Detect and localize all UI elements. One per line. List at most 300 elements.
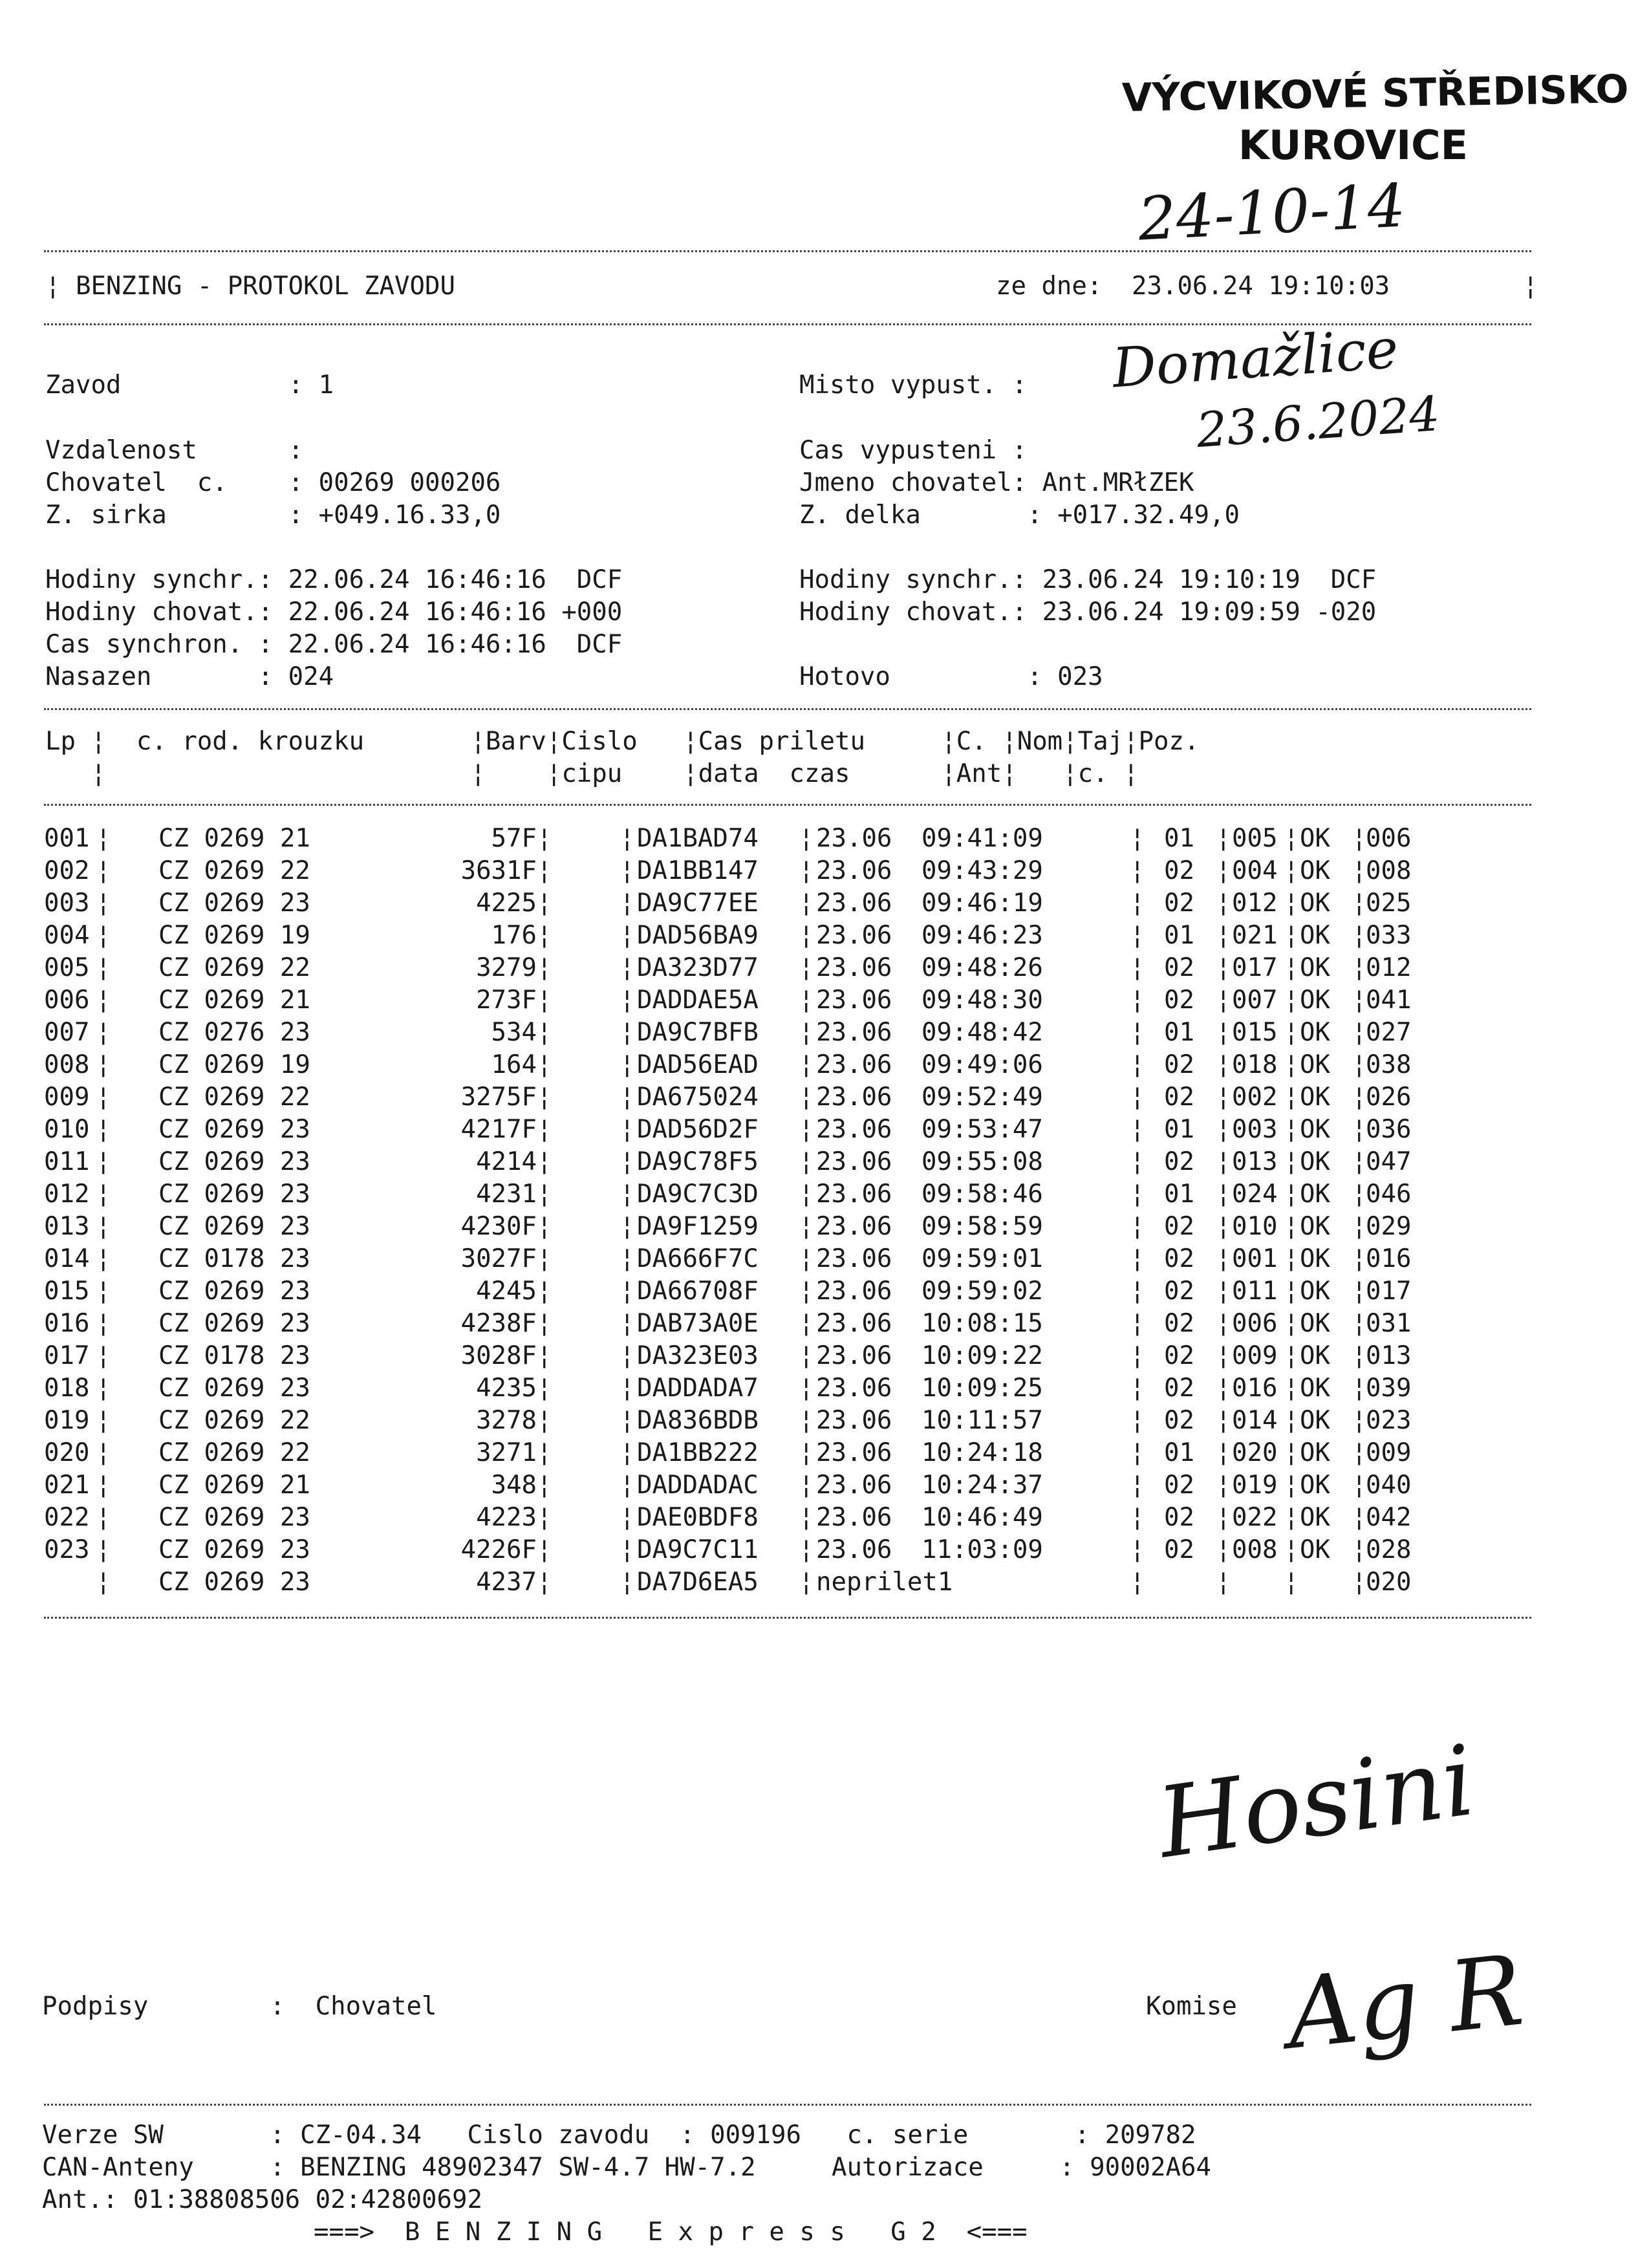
cell-lp: 005 — [44, 953, 90, 982]
cell-nom: 015 — [1232, 1018, 1278, 1047]
column-separator: ¦ — [1352, 986, 1367, 1015]
cell-nom: 016 — [1232, 1374, 1278, 1403]
column-separator: ¦ — [1352, 856, 1367, 885]
column-separator: ¦ — [799, 1244, 814, 1273]
column-separator: ¦ — [96, 986, 111, 1015]
footer-line-1: Verze SW : CZ-04.34 Cislo zavodu : 009196 c. serie : 209782 — [42, 2121, 1196, 2150]
column-separator: ¦ — [96, 1471, 111, 1500]
cell-nom: 002 — [1232, 1083, 1278, 1112]
cell-num: 176 — [491, 921, 537, 950]
column-separator: ¦ — [620, 889, 635, 918]
column-separator: ¦ — [620, 1050, 635, 1079]
cell-lp: 013 — [44, 1212, 90, 1241]
cell-ring: CZ 0269 23 — [158, 1374, 310, 1403]
column-separator: ¦ — [1352, 824, 1367, 853]
cell-num: 4245 — [476, 1277, 537, 1306]
cell-ant: 02 — [1164, 1406, 1194, 1435]
column-separator: ¦ — [1284, 1083, 1299, 1112]
cell-ring: CZ 0269 21 — [158, 1471, 310, 1500]
column-separator: ¦ — [96, 889, 111, 918]
column-separator: ¦ — [1284, 824, 1299, 853]
column-separator: ¦ — [799, 1438, 814, 1467]
cell-poz: 047 — [1366, 1147, 1412, 1176]
z-delka-field: Z. delka : +017.32.49,0 — [799, 501, 1240, 530]
komise-label: Komise — [1146, 1992, 1237, 2021]
cell-date: 23.06 — [816, 1277, 892, 1306]
table-row — [0, 855, 1649, 887]
cell-time: 09:52:49 — [921, 1083, 1043, 1112]
cell-taj: OK — [1300, 1212, 1330, 1241]
cell-taj: OK — [1300, 1341, 1330, 1370]
cell-date: 23.06 — [816, 889, 892, 918]
cell-date: 23.06 — [816, 921, 892, 950]
z-sirka-field: Z. sirka : +049.16.33,0 — [45, 501, 501, 530]
column-separator: ¦ — [1216, 1535, 1231, 1564]
chovatel-number-field: Chovatel c. : 00269 000206 — [45, 468, 501, 497]
column-separator: ¦ — [799, 1341, 814, 1370]
column-separator: ¦ — [537, 1309, 552, 1338]
cell-nom: 006 — [1232, 1309, 1278, 1338]
cell-lp: 012 — [44, 1180, 90, 1209]
cell-num: 3275F — [460, 1083, 537, 1112]
clock-right-1: Hodiny synchr.: 23.06.24 19:10:19 DCF — [799, 565, 1377, 594]
column-separator: ¦ — [1216, 986, 1231, 1015]
cell-ant: 02 — [1164, 1374, 1194, 1403]
table-row — [0, 823, 1649, 855]
cell-nom: 005 — [1232, 824, 1278, 853]
cell-nom: 003 — [1232, 1115, 1278, 1144]
column-separator: ¦ — [537, 1115, 552, 1144]
cell-chip: DADDAE5A — [637, 986, 759, 1015]
cell-chip: DA9C77EE — [637, 889, 759, 918]
cell-time: 09:58:59 — [921, 1212, 1043, 1241]
column-separator: ¦ — [620, 1438, 635, 1467]
column-separator: ¦ — [1130, 1115, 1145, 1144]
cell-lp: 007 — [44, 1018, 90, 1047]
cell-time: 09:46:23 — [921, 921, 1043, 950]
column-separator: ¦ — [1352, 921, 1367, 950]
column-separator: ¦ — [1284, 1277, 1299, 1306]
cell-time: 10:08:15 — [921, 1309, 1043, 1338]
table-row — [0, 920, 1649, 952]
cell-taj: OK — [1300, 1244, 1330, 1273]
cell-poz: 028 — [1366, 1535, 1412, 1564]
cell-date: 23.06 — [816, 1503, 892, 1532]
cell-ant: 02 — [1164, 1471, 1194, 1500]
column-separator: ¦ — [620, 953, 635, 982]
cell-chip: DADDADAC — [637, 1471, 759, 1500]
column-separator: ¦ — [537, 1180, 552, 1209]
column-separator: ¦ — [1284, 1115, 1299, 1144]
cell-ant: 02 — [1164, 889, 1194, 918]
cell-ant: 01 — [1164, 1018, 1194, 1047]
cell-poz: 025 — [1366, 889, 1412, 918]
column-separator: ¦ — [96, 1147, 111, 1176]
column-separator: ¦ — [799, 953, 814, 982]
handwritten-date: 23.6.2024 — [1194, 385, 1442, 459]
cell-chip: DA9F1259 — [637, 1212, 759, 1241]
cell-lp: 016 — [44, 1309, 90, 1338]
column-separator: ¦ — [1216, 921, 1231, 950]
cell-num: 348 — [491, 1471, 537, 1500]
column-separator: ¦ — [620, 1212, 635, 1241]
column-separator: ¦ — [1216, 1018, 1231, 1047]
table-row — [0, 1049, 1649, 1081]
table-header-1: Lp ¦ c. rod. krouzku ¦Barv¦Cislo ¦Cas priletu ¦C. ¦Nom¦Taj¦Poz. — [45, 727, 1200, 756]
table-row — [0, 1437, 1649, 1469]
cell-ring: CZ 0269 23 — [158, 1115, 310, 1144]
column-separator: ¦ — [620, 1115, 635, 1144]
cell-date: 23.06 — [816, 1050, 892, 1079]
cell-taj: OK — [1300, 824, 1330, 853]
column-separator: ¦ — [96, 1180, 111, 1209]
protocol-date-value: 23.06.24 19:10:03 — [1132, 272, 1390, 301]
column-separator: ¦ — [1216, 1115, 1231, 1144]
cell-num: 3279 — [476, 953, 537, 982]
cell-lp: 023 — [44, 1535, 90, 1564]
cell-num: 273F — [476, 986, 537, 1015]
column-separator: ¦ — [799, 856, 814, 885]
cell-nom: 014 — [1232, 1406, 1278, 1435]
column-separator: ¦ — [620, 1568, 635, 1597]
footer-line-2: CAN-Anteny : BENZING 48902347 SW-4.7 HW-7.2 Autorizace : 90002A64 — [42, 2153, 1211, 2182]
column-separator: ¦ — [537, 1212, 552, 1241]
column-separator: ¦ — [1216, 1568, 1231, 1597]
protocol-date-label: ze dne: — [996, 272, 1103, 301]
column-separator: ¦ — [537, 1406, 552, 1435]
cell-taj: OK — [1300, 1471, 1330, 1500]
cell-chip: DA9C7BFB — [637, 1018, 759, 1047]
cell-nom: 019 — [1232, 1471, 1278, 1500]
column-separator: ¦ — [799, 1374, 814, 1403]
cell-ring: CZ 0269 23 — [158, 1180, 310, 1209]
cell-taj: OK — [1300, 953, 1330, 982]
cell-time: 09:58:46 — [921, 1180, 1043, 1209]
cell-ring: CZ 0178 23 — [158, 1341, 310, 1370]
column-separator: ¦ — [96, 1568, 111, 1597]
column-separator: ¦ — [1130, 1050, 1145, 1079]
column-separator: ¦ — [1284, 953, 1299, 982]
jmeno-chovatel-field: Jmeno chovatel: Ant.MRłZEK — [799, 468, 1194, 497]
table-row — [0, 1405, 1649, 1437]
column-separator: ¦ — [1352, 1050, 1367, 1079]
cell-taj: OK — [1300, 1406, 1330, 1435]
cell-poz: 013 — [1366, 1341, 1412, 1370]
header-end-bar: ¦ — [1523, 272, 1538, 301]
column-separator: ¦ — [1130, 1535, 1145, 1564]
cell-time: 09:41:09 — [921, 824, 1043, 853]
column-separator: ¦ — [96, 1212, 111, 1241]
column-separator: ¦ — [1284, 889, 1299, 918]
column-separator: ¦ — [1130, 1406, 1145, 1435]
column-separator: ¦ — [799, 1277, 814, 1306]
column-separator: ¦ — [1216, 1503, 1231, 1532]
cell-nom: 001 — [1232, 1244, 1278, 1273]
column-separator: ¦ — [96, 1406, 111, 1435]
column-separator: ¦ — [1216, 1374, 1231, 1403]
column-separator: ¦ — [620, 986, 635, 1015]
table-row — [0, 887, 1649, 920]
column-separator: ¦ — [1216, 889, 1231, 918]
stamp-line2: KUROVICE — [1238, 122, 1468, 169]
column-separator: ¦ — [96, 856, 111, 885]
cell-time: 09:59:02 — [921, 1277, 1043, 1306]
cell-poz: 042 — [1366, 1503, 1412, 1532]
cell-chip: DA7D6EA5 — [637, 1568, 759, 1597]
column-separator: ¦ — [537, 1535, 552, 1564]
table-row — [0, 1534, 1649, 1566]
column-separator: ¦ — [1216, 1180, 1231, 1209]
cell-ant: 02 — [1164, 986, 1194, 1015]
column-separator: ¦ — [620, 1277, 635, 1306]
result-table — [0, 823, 1649, 1612]
cell-ring: CZ 0269 22 — [158, 856, 310, 885]
table-header-2: ¦ ¦ ¦cipu ¦data czas ¦Ant¦ ¦c. ¦ — [45, 759, 1139, 788]
cell-ring: CZ 0276 23 — [158, 1018, 310, 1047]
cell-lp: 010 — [44, 1115, 90, 1144]
cell-lp: 011 — [44, 1147, 90, 1176]
handwritten-place: Domažlice — [1110, 316, 1401, 400]
column-separator: ¦ — [1130, 889, 1145, 918]
cell-time: 09:59:01 — [921, 1244, 1043, 1273]
column-separator: ¦ — [620, 921, 635, 950]
cell-time: 10:09:25 — [921, 1374, 1043, 1403]
cell-date: neprilet1 — [816, 1568, 953, 1597]
cell-time: 10:11:57 — [921, 1406, 1043, 1435]
column-separator: ¦ — [1284, 1471, 1299, 1500]
cell-taj: OK — [1300, 1374, 1330, 1403]
cell-ant: 02 — [1164, 856, 1194, 885]
column-separator: ¦ — [1130, 824, 1145, 853]
podpisy-line: Podpisy : Chovatel — [42, 1992, 437, 2021]
cell-time: 10:09:22 — [921, 1341, 1043, 1370]
cell-poz: 020 — [1366, 1568, 1412, 1597]
cell-ant: 01 — [1164, 1180, 1194, 1209]
cell-date: 23.06 — [816, 1147, 892, 1176]
column-separator: ¦ — [1130, 1568, 1145, 1597]
cell-taj: OK — [1300, 986, 1330, 1015]
column-separator: ¦ — [537, 1147, 552, 1176]
column-separator: ¦ — [1352, 953, 1367, 982]
column-separator: ¦ — [799, 986, 814, 1015]
column-separator: ¦ — [1284, 856, 1299, 885]
column-separator: ¦ — [1284, 1018, 1299, 1047]
table-row — [0, 1178, 1649, 1211]
column-separator: ¦ — [620, 1471, 635, 1500]
cell-date: 23.06 — [816, 1309, 892, 1338]
column-separator: ¦ — [96, 1018, 111, 1047]
cell-taj: OK — [1300, 1050, 1330, 1079]
cell-time: 09:53:47 — [921, 1115, 1043, 1144]
column-separator: ¦ — [1352, 1535, 1367, 1564]
cell-poz: 041 — [1366, 986, 1412, 1015]
cell-date: 23.06 — [816, 856, 892, 885]
column-separator: ¦ — [1130, 1341, 1145, 1370]
divider — [44, 708, 1531, 710]
stamp-line1: VÝCVIKOVÉ STŘEDISKO — [1121, 67, 1630, 121]
column-separator: ¦ — [799, 1115, 814, 1144]
cell-poz: 038 — [1366, 1050, 1412, 1079]
column-separator: ¦ — [799, 1406, 814, 1435]
handwritten-signature: Hosini — [1151, 1724, 1482, 1881]
column-separator: ¦ — [1284, 1180, 1299, 1209]
cell-nom: 008 — [1232, 1535, 1278, 1564]
cell-date: 23.06 — [816, 1406, 892, 1435]
table-row — [0, 1211, 1649, 1243]
cell-ant: 01 — [1164, 824, 1194, 853]
column-separator: ¦ — [1352, 1341, 1367, 1370]
column-separator: ¦ — [620, 1083, 635, 1112]
cell-lp: 003 — [44, 889, 90, 918]
column-separator: ¦ — [799, 1212, 814, 1241]
cell-ring: CZ 0269 23 — [158, 1568, 310, 1597]
column-separator: ¦ — [1284, 921, 1299, 950]
column-separator: ¦ — [1216, 1406, 1231, 1435]
cell-poz: 008 — [1366, 856, 1412, 885]
cell-chip: DAB73A0E — [637, 1309, 759, 1338]
cell-chip: DA1BAD74 — [637, 824, 759, 853]
column-separator: ¦ — [1130, 1180, 1145, 1209]
column-separator: ¦ — [537, 1471, 552, 1500]
cell-date: 23.06 — [816, 1471, 892, 1500]
column-separator: ¦ — [799, 921, 814, 950]
cell-ring: CZ 0269 21 — [158, 986, 310, 1015]
column-separator: ¦ — [537, 1050, 552, 1079]
cell-lp: 020 — [44, 1438, 90, 1467]
cell-ring: CZ 0269 23 — [158, 1309, 310, 1338]
column-separator: ¦ — [96, 1503, 111, 1532]
cell-lp: 015 — [44, 1277, 90, 1306]
cell-ant: 02 — [1164, 1309, 1194, 1338]
cell-date: 23.06 — [816, 1244, 892, 1273]
cell-nom: 013 — [1232, 1147, 1278, 1176]
column-separator: ¦ — [1130, 1277, 1145, 1306]
table-row — [0, 1566, 1649, 1599]
cell-num: 4223 — [476, 1503, 537, 1532]
table-row — [0, 984, 1649, 1017]
cell-time: 11:03:09 — [921, 1535, 1043, 1564]
column-separator: ¦ — [799, 824, 814, 853]
cell-lp: 004 — [44, 921, 90, 950]
column-separator: ¦ — [1130, 1018, 1145, 1047]
clock-left-2: Hodiny chovat.: 22.06.24 16:46:16 +000 — [45, 598, 623, 627]
column-separator: ¦ — [1130, 986, 1145, 1015]
column-separator: ¦ — [96, 1341, 111, 1370]
column-separator: ¦ — [537, 1341, 552, 1370]
cell-chip: DAE0BDF8 — [637, 1503, 759, 1532]
cell-poz: 031 — [1366, 1309, 1412, 1338]
column-separator: ¦ — [1352, 1115, 1367, 1144]
cell-lp: 002 — [44, 856, 90, 885]
cell-time: 09:43:29 — [921, 856, 1043, 885]
column-separator: ¦ — [96, 1115, 111, 1144]
column-separator: ¦ — [1130, 1244, 1145, 1273]
column-separator: ¦ — [1284, 1438, 1299, 1467]
column-separator: ¦ — [1284, 986, 1299, 1015]
cell-chip: DA66708F — [637, 1277, 759, 1306]
column-separator: ¦ — [620, 1180, 635, 1209]
table-row — [0, 1146, 1649, 1178]
column-separator: ¦ — [620, 1535, 635, 1564]
cell-ant: 02 — [1164, 1244, 1194, 1273]
cell-nom: 017 — [1232, 953, 1278, 982]
column-separator: ¦ — [1352, 1309, 1367, 1338]
cell-ring: CZ 0269 23 — [158, 1277, 310, 1306]
column-separator: ¦ — [799, 1147, 814, 1176]
column-separator: ¦ — [537, 1244, 552, 1273]
cell-ant: 02 — [1164, 1341, 1194, 1370]
column-separator: ¦ — [1352, 1438, 1367, 1467]
column-separator: ¦ — [96, 921, 111, 950]
cell-num: 4235 — [476, 1374, 537, 1403]
cell-ring: CZ 0269 22 — [158, 1438, 310, 1467]
cell-taj: OK — [1300, 1147, 1330, 1176]
cell-taj: OK — [1300, 889, 1330, 918]
cell-chip: DAD56D2F — [637, 1115, 759, 1144]
cell-poz: 027 — [1366, 1018, 1412, 1047]
cell-taj: OK — [1300, 1503, 1330, 1532]
column-separator: ¦ — [1216, 953, 1231, 982]
cell-chip: DA675024 — [637, 1083, 759, 1112]
komise-signature: Ag R — [1281, 1934, 1529, 2071]
column-separator: ¦ — [1352, 1244, 1367, 1273]
cell-ant: 01 — [1164, 921, 1194, 950]
column-separator: ¦ — [1284, 1341, 1299, 1370]
cell-ant: 02 — [1164, 953, 1194, 982]
cell-ring: CZ 0269 22 — [158, 1406, 310, 1435]
cell-date: 23.06 — [816, 1374, 892, 1403]
cell-date: 23.06 — [816, 1438, 892, 1467]
column-separator: ¦ — [1130, 1309, 1145, 1338]
cell-num: 4237 — [476, 1568, 537, 1597]
cell-ant: 01 — [1164, 1438, 1194, 1467]
cell-lp: 021 — [44, 1471, 90, 1500]
clock-left-1: Hodiny synchr.: 22.06.24 16:46:16 DCF — [45, 565, 623, 594]
table-row — [0, 1243, 1649, 1275]
column-separator: ¦ — [96, 1374, 111, 1403]
cell-date: 23.06 — [816, 986, 892, 1015]
column-separator: ¦ — [1284, 1212, 1299, 1241]
divider — [44, 2104, 1531, 2106]
column-separator: ¦ — [799, 1535, 814, 1564]
cell-time: 10:24:18 — [921, 1438, 1043, 1467]
cell-num: 57F — [491, 824, 537, 853]
cell-num: 3631F — [460, 856, 537, 885]
cell-lp: 006 — [44, 986, 90, 1015]
cell-num: 4231 — [476, 1180, 537, 1209]
table-row — [0, 1114, 1649, 1146]
cell-nom: 024 — [1232, 1180, 1278, 1209]
column-separator: ¦ — [799, 1568, 814, 1597]
column-separator: ¦ — [620, 856, 635, 885]
column-separator: ¦ — [1216, 1471, 1231, 1500]
clock-right-2: Hodiny chovat.: 23.06.24 19:09:59 -020 — [799, 598, 1377, 627]
cell-chip: DAD56EAD — [637, 1050, 759, 1079]
cell-num: 3027F — [460, 1244, 537, 1273]
column-separator: ¦ — [1216, 1438, 1231, 1467]
cell-time: 09:48:42 — [921, 1018, 1043, 1047]
cell-ring: CZ 0269 23 — [158, 1147, 310, 1176]
column-separator: ¦ — [537, 1438, 552, 1467]
cell-poz: 036 — [1366, 1115, 1412, 1144]
cell-date: 23.06 — [816, 824, 892, 853]
divider — [44, 804, 1531, 806]
column-separator: ¦ — [1352, 1180, 1367, 1209]
cell-time: 09:48:30 — [921, 986, 1043, 1015]
cell-chip: DA9C78F5 — [637, 1147, 759, 1176]
cell-poz: 012 — [1366, 953, 1412, 982]
column-separator: ¦ — [96, 1309, 111, 1338]
